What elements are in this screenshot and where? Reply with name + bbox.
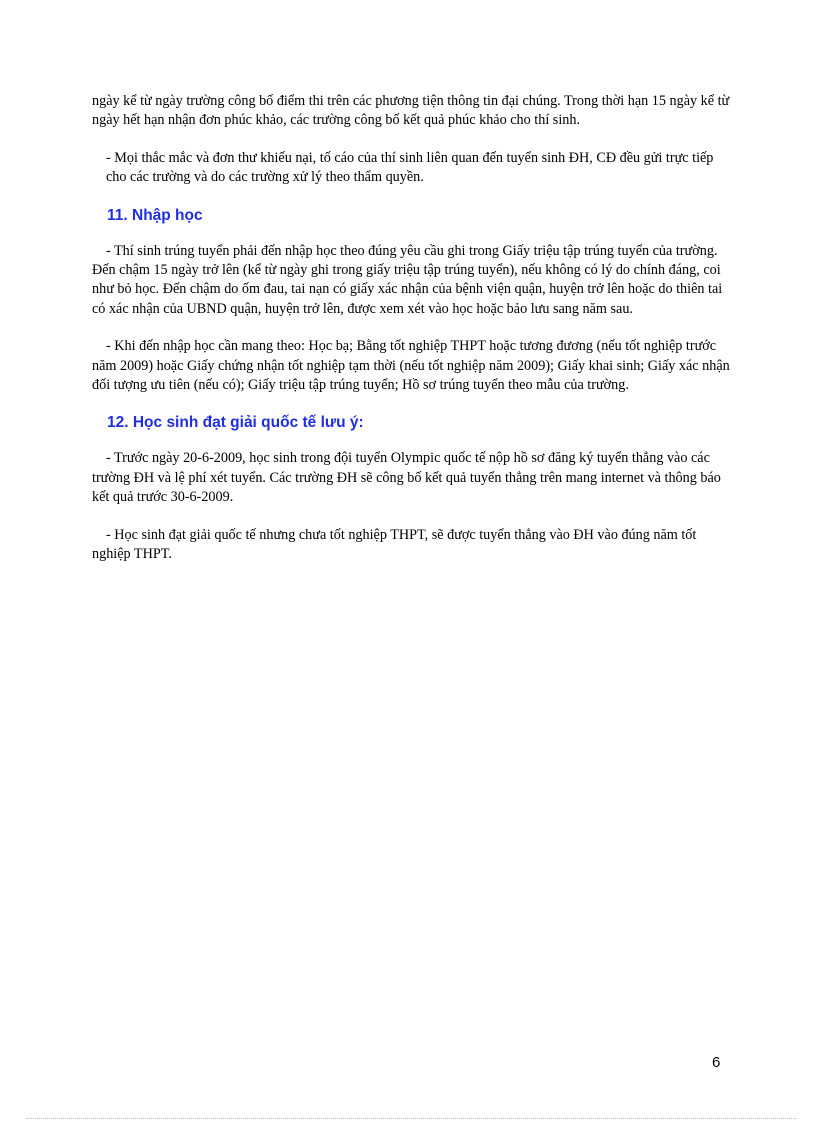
- page-content: [92, 92, 732, 565]
- page-number: 6: [712, 1054, 721, 1071]
- paragraph-review-results: ngày kể từ ngày trường công bố điểm thi trên các phương tiện thông tin đại chúng. Trong thời hạn 15 ngày kể từ ngày hết hạn nhận đơn phúc khảo, các trường công bố kết quả phúc khảo cho thí sinh.: [92, 93, 730, 129]
- section-heading-international-awards: 12. Học sinh đạt giải quốc tế lưu ý:: [107, 414, 364, 432]
- paragraph-enrollment-deadline: - Thí sinh trúng tuyển phải đến nhập học theo đúng yêu cầu ghi trong Giấy triệu tập trúng tuyển của trường. Đến chậm 15 ngày trở lên (kể từ ngày ghi trong giấy triệu tập trúng tuyển), nếu không có lý do chính đáng, coi như bỏ học. Đến chậm do ốm đau, tai nạn có giấy xác nhận của bệnh viện quận, huyện trở lên hoặc do thiên tai có xác nhận của UBND quận, huyện trở lên, được xem xét vào học hoặc bảo lưu sang năm sau.: [92, 242, 723, 317]
- paragraph-olympic-registration: - Trước ngày 20-6-2009, học sinh trong đội tuyển Olympic quốc tế nộp hồ sơ đăng ký tuyển thẳng vào các trường ĐH và lệ phí xét tuyển. Các trường ĐH sẽ công bố kết quả tuyển thẳng trên mang internet và thông báo kết quả trước 30-6-2009.: [92, 450, 721, 506]
- paragraph-direct-admission: - Học sinh đạt giải quốc tế nhưng chưa tốt nghiệp THPT, sẽ được tuyển thẳng vào ĐH vào đúng năm tốt nghiệp THPT.: [92, 526, 697, 563]
- section-heading-enrollment: 11. Nhập học: [107, 206, 203, 224]
- paragraph-complaints: - Mọi thắc mắc và đơn thư khiếu nại, tố cáo của thí sinh liên quan đến tuyển sinh ĐH, CĐ đều gửi trực tiếp cho các trường và do các trường xử lý theo thẩm quyền.: [106, 149, 714, 186]
- paragraph-enrollment-documents: - Khi đến nhập học cần mang theo: Học bạ; Bằng tốt nghiệp THPT hoặc tương đương (nếu tốt nghiệp trước năm 2009) hoặc Giấy chứng nhận tốt nghiệp tạm thời (nếu tốt nghiệp năm 2009); Giấy khai sinh; Giấy xác nhận đối tượng ưu tiên (nếu có); Giấy triệu tập trúng tuyển; Hồ sơ trúng tuyển theo mẫu của trường.: [92, 338, 730, 394]
- page-bottom-divider: [26, 1118, 796, 1119]
